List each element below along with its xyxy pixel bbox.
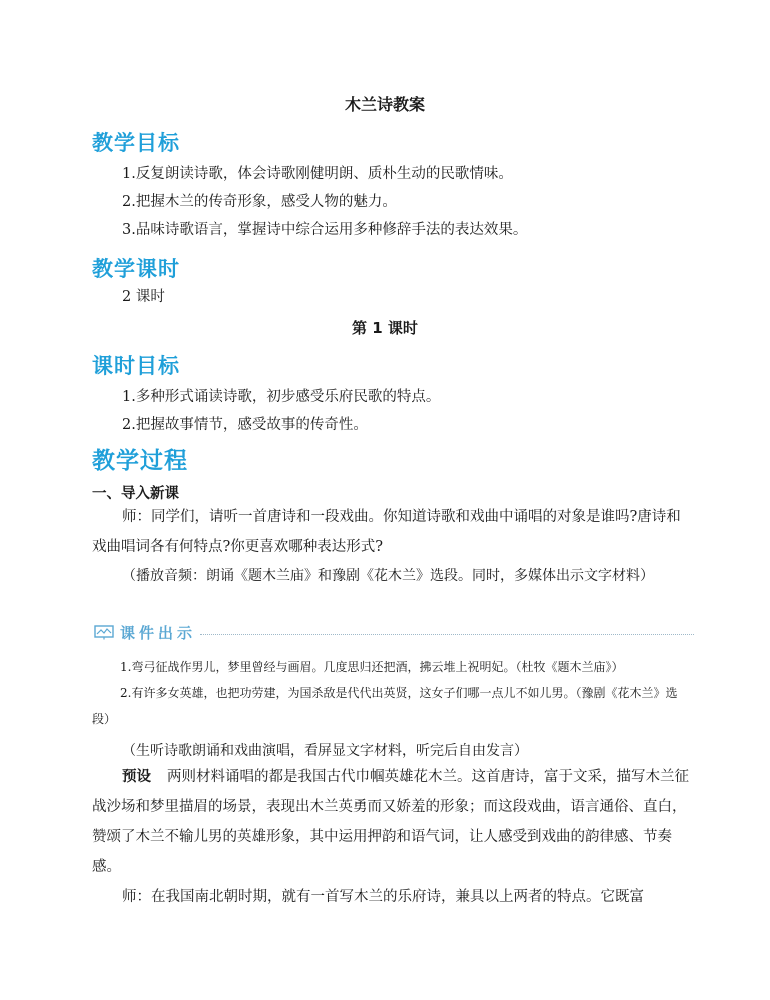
material-item: 2.有许多女英雄，也把功劳建，为国杀敌是代代出英贤，这女子们哪一点儿不如儿男。（豫剧《花木兰》选段）: [92, 686, 678, 726]
lesson-goal-item: 1.多种形式诵读诗歌，初步感受乐府民歌的特点。: [122, 389, 441, 405]
step-heading: 一、导入新课: [92, 486, 179, 502]
class-hours-text: 2 课时: [122, 289, 165, 305]
document-title: 木兰诗教案: [344, 95, 425, 114]
heading-teaching-process: 教学过程: [92, 448, 188, 474]
preset-paragraph: [92, 762, 692, 882]
goal-item: 3.品味诗歌语言，掌握诗中综合运用多种修辞手法的表达效果。: [122, 222, 528, 238]
courseware-label: 课件出示: [120, 623, 197, 642]
goal-item: 2.把握木兰的传奇形象，感受人物的魅力。: [122, 194, 397, 210]
note-line: （生听诗歌朗诵和戏曲演唱，看屏显文字材料，听完后自由发言）: [122, 743, 528, 759]
dotted-divider: [200, 633, 694, 635]
intro-paragraph: 师：同学们，请听一首唐诗和一段戏曲。你知道诗歌和戏曲中诵唱的对象是谁吗?唐诗和戏曲唱词各有何特点?你更喜欢哪种表达形式?: [92, 509, 681, 555]
note-paragraph: （播放音频：朗诵《题木兰庙》和豫剧《花木兰》选段。同时，多媒体出示文字材料）: [122, 568, 654, 584]
lesson-subtitle: 第 1 课时: [352, 319, 418, 337]
preset-text: 两则材料诵唱的都是我国古代巾帼英雄花木兰。这首唐诗，富于文采，描写木兰征战沙场和梦里描眉的场景，表现出木兰英勇而又娇羞的形象；而这段戏曲，语言通俗、直白，赞颂了木兰不输儿男的英雄形象，其中运用押韵和语气词，让人感受到戏曲的韵律感、节奏感。: [92, 769, 689, 875]
closing-paragraph: 师：在我国南北朝时期，就有一首写木兰的乐府诗，兼具以上两者的特点。它既富: [122, 889, 644, 905]
material-item: 1.弯弓征战作男儿，梦里曾经与画眉。几度思归还把酒，拂云堆上祝明妃。（杜牧《题木兰庙》）: [120, 660, 624, 674]
heading-class-hours: 教学课时: [92, 257, 180, 281]
goal-item: 1.反复朗读诗歌，体会诗歌刚健明朗、质朴生动的民歌情味。: [122, 166, 513, 182]
heading-teaching-goals: 教学目标: [92, 131, 180, 155]
lesson-goal-item: 2.把握故事情节，感受故事的传奇性。: [122, 417, 368, 433]
heading-lesson-goals: 课时目标: [92, 354, 180, 378]
preset-label: 预设: [122, 769, 151, 785]
courseware-banner: [94, 622, 694, 642]
courseware-icon: [94, 624, 114, 640]
